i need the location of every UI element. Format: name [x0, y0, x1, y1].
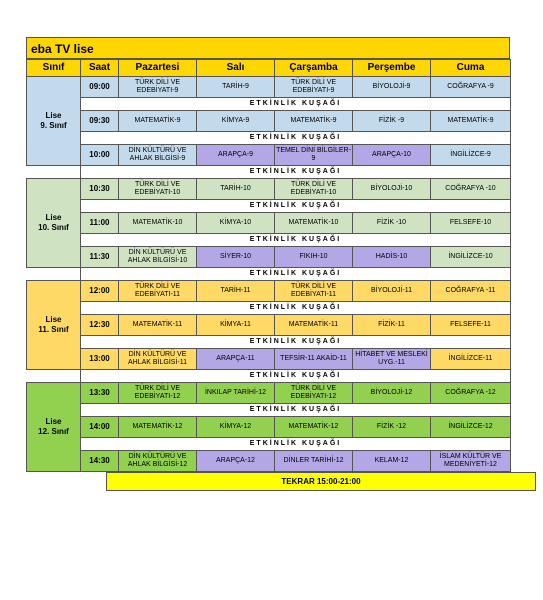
- header-cell-grade: Sınıf: [27, 60, 81, 77]
- activity-band-row: [27, 404, 511, 417]
- grade-label: [27, 77, 81, 166]
- schedule-row: [27, 247, 511, 268]
- lesson-cell-friday: FELSEFE-11: [431, 315, 511, 336]
- grade-label: [27, 383, 81, 472]
- time-cell: 12:00: [81, 281, 119, 302]
- lesson-cell-tuesday: KİMYA-9: [197, 111, 275, 132]
- activity-band: ETKİNLİK KUŞAĞI: [81, 268, 511, 281]
- lesson-cell-monday: DİN KÜLTÜRÜ VE AHLAK BİLGİSİ-10: [119, 247, 197, 268]
- activity-band: ETKİNLİK KUŞAĞI: [81, 234, 511, 247]
- lesson-cell-monday: TÜRK DİLİ VE EDEBİYATI-12: [119, 383, 197, 404]
- lesson-cell-friday: COĞRAFYA -12: [431, 383, 511, 404]
- grade-label-line1: Lise: [45, 111, 62, 120]
- lesson-cell-thursday: FİZİK -10: [353, 213, 431, 234]
- lesson-cell-wednesday: MATEMATİK-11: [275, 315, 353, 336]
- lesson-cell-wednesday: TÜRK DİLİ VE EDEBİYATI-9: [275, 77, 353, 98]
- activity-band-row: [27, 234, 511, 247]
- activity-band-row: [27, 166, 511, 179]
- lesson-cell-monday: DİN KÜLTÜRÜ VE AHLAK BİLGİSİ-11: [119, 349, 197, 370]
- grade-label-line2: 10. Sınıf: [38, 223, 69, 232]
- activity-band: ETKİNLİK KUŞAĞI: [81, 404, 511, 417]
- header-row: [27, 60, 511, 77]
- lesson-cell-monday: TÜRK DİLİ VE EDEBİYATI-11: [119, 281, 197, 302]
- lesson-cell-friday: İNGİLİZCE-12: [431, 417, 511, 438]
- lesson-cell-tuesday: TARİH-11: [197, 281, 275, 302]
- lesson-cell-tuesday: SİYER-10: [197, 247, 275, 268]
- lesson-cell-tuesday: TARİH-9: [197, 77, 275, 98]
- schedule-row: [27, 145, 511, 166]
- lesson-cell-friday: İNGİLİZCE-10: [431, 247, 511, 268]
- lesson-cell-tuesday: KİMYA-10: [197, 213, 275, 234]
- schedule-row: [27, 315, 511, 336]
- lesson-cell-wednesday: TEFSİR-11 AKAİD-11: [275, 349, 353, 370]
- grade-label-line2: 11. Sınıf: [38, 325, 69, 334]
- lesson-cell-friday: İNGİLİZCE-11: [431, 349, 511, 370]
- time-cell: 10:30: [81, 179, 119, 200]
- time-cell: 14:00: [81, 417, 119, 438]
- lesson-cell-monday: MATEMATİK-10: [119, 213, 197, 234]
- grade-label: [27, 179, 81, 268]
- lesson-cell-friday: COĞRAFYA -9: [431, 77, 511, 98]
- schedule-row: [27, 77, 511, 98]
- lesson-cell-monday: DİN KÜLTÜRÜ VE AHLAK BİLGİSİ-12: [119, 451, 197, 472]
- activity-band: ETKİNLİK KUŞAĞI: [81, 166, 511, 179]
- lesson-cell-friday: İSLAM KÜLTÜR VE MEDENİYETİ-12: [431, 451, 511, 472]
- activity-band-row: [27, 370, 511, 383]
- lesson-cell-thursday: BİYOLOJİ-11: [353, 281, 431, 302]
- time-cell: 10:00: [81, 145, 119, 166]
- lesson-cell-wednesday: MATEMATİK-12: [275, 417, 353, 438]
- time-cell: 11:00: [81, 213, 119, 234]
- lesson-cell-tuesday: KİMYA-12: [197, 417, 275, 438]
- lesson-cell-thursday: FİZİK-11: [353, 315, 431, 336]
- lesson-cell-monday: TÜRK DİLİ VE EDEBİYATI-10: [119, 179, 197, 200]
- grade-label-line1: Lise: [45, 213, 62, 222]
- header-cell-wednesday: Çarşamba: [275, 60, 353, 77]
- lesson-cell-friday: İNGİLİZCE-9: [431, 145, 511, 166]
- lesson-cell-tuesday: İNKILAP TARİHİ-12: [197, 383, 275, 404]
- lesson-cell-wednesday: MATEMATİK-10: [275, 213, 353, 234]
- band-spacer: [27, 370, 81, 383]
- lesson-cell-thursday: BİYOLOJİ-12: [353, 383, 431, 404]
- lesson-cell-wednesday: DİNLER TARİHİ-12: [275, 451, 353, 472]
- activity-band: ETKİNLİK KUŞAĞI: [81, 98, 511, 111]
- grade-label-line2: 12. Sınıf: [38, 427, 69, 436]
- lesson-cell-tuesday: ARAPÇA-9: [197, 145, 275, 166]
- grade-label-line1: Lise: [45, 417, 62, 426]
- lesson-cell-thursday: HİTABET VE MESLEKİ UYG.-11: [353, 349, 431, 370]
- schedule-table: [26, 59, 511, 472]
- header-cell-thursday: Perşembe: [353, 60, 431, 77]
- lesson-cell-monday: MATEMATİK-9: [119, 111, 197, 132]
- lesson-cell-wednesday: FIKIH-10: [275, 247, 353, 268]
- lesson-cell-monday: TÜRK DİLİ VE EDEBİYATI-9: [119, 77, 197, 98]
- lesson-cell-thursday: HADİS-10: [353, 247, 431, 268]
- activity-band: ETKİNLİK KUŞAĞI: [81, 336, 511, 349]
- header-cell-monday: Pazartesi: [119, 60, 197, 77]
- activity-band: ETKİNLİK KUŞAĞI: [81, 370, 511, 383]
- time-cell: 12:30: [81, 315, 119, 336]
- lesson-cell-monday: MATEMATİK-11: [119, 315, 197, 336]
- lesson-cell-tuesday: ARAPÇA-12: [197, 451, 275, 472]
- activity-band: ETKİNLİK KUŞAĞI: [81, 438, 511, 451]
- activity-band: ETKİNLİK KUŞAĞI: [81, 200, 511, 213]
- band-spacer: [27, 166, 81, 179]
- lesson-cell-tuesday: ARAPÇA-11: [197, 349, 275, 370]
- lesson-cell-thursday: FİZİK -9: [353, 111, 431, 132]
- lesson-cell-friday: FELSEFE-10: [431, 213, 511, 234]
- activity-band-row: [27, 336, 511, 349]
- lesson-cell-wednesday: TÜRK DİLİ VE EDEBİYATI-11: [275, 281, 353, 302]
- schedule-row: [27, 111, 511, 132]
- header-cell-tuesday: Salı: [197, 60, 275, 77]
- activity-band-row: [27, 98, 511, 111]
- lesson-cell-thursday: FİZİK -12: [353, 417, 431, 438]
- header-cell-friday: Cuma: [431, 60, 511, 77]
- grade-label-line1: Lise: [45, 315, 62, 324]
- lesson-cell-thursday: BİYOLOJİ-10: [353, 179, 431, 200]
- lesson-cell-tuesday: KİMYA-11: [197, 315, 275, 336]
- activity-band-row: [27, 268, 511, 281]
- time-cell: 13:00: [81, 349, 119, 370]
- lesson-cell-monday: DİN KÜLTÜRÜ VE AHLAK BİLGİSİ-9: [119, 145, 197, 166]
- grade-label: [27, 281, 81, 370]
- band-spacer: [27, 268, 81, 281]
- lesson-cell-wednesday: TÜRK DİLİ VE EDEBİYATI-10: [275, 179, 353, 200]
- time-cell: 13:30: [81, 383, 119, 404]
- lesson-cell-friday: COĞRAFYA -11: [431, 281, 511, 302]
- lesson-cell-friday: MATEMATİK-9: [431, 111, 511, 132]
- schedule-row: [27, 179, 511, 200]
- lesson-cell-thursday: BİYOLOJİ-9: [353, 77, 431, 98]
- activity-band-row: [27, 438, 511, 451]
- lesson-cell-thursday: KELAM-12: [353, 451, 431, 472]
- lesson-cell-wednesday: MATEMATİK-9: [275, 111, 353, 132]
- time-cell: 14:30: [81, 451, 119, 472]
- lesson-cell-thursday: ARAPÇA-10: [353, 145, 431, 166]
- schedule-body: [27, 60, 511, 472]
- time-cell: 09:00: [81, 77, 119, 98]
- lesson-cell-wednesday: TEMEL DİNİ BİLGİLER-9: [275, 145, 353, 166]
- time-cell: 11:30: [81, 247, 119, 268]
- schedule-row: [27, 383, 511, 404]
- schedule-row: [27, 349, 511, 370]
- time-cell: 09:30: [81, 111, 119, 132]
- rerun-footer: TEKRAR 15:00-21:00: [106, 472, 536, 491]
- schedule-row: [27, 281, 511, 302]
- schedule-row: [27, 451, 511, 472]
- activity-band: ETKİNLİK KUŞAĞI: [81, 302, 511, 315]
- grade-label-line2: 9. Sınıf: [40, 121, 67, 130]
- lesson-cell-monday: MATEMATİK-12: [119, 417, 197, 438]
- activity-band-row: [27, 132, 511, 145]
- activity-band: ETKİNLİK KUŞAĞI: [81, 132, 511, 145]
- schedule-row: [27, 417, 511, 438]
- lesson-cell-tuesday: TARİH-10: [197, 179, 275, 200]
- footer-wrap: [26, 472, 510, 491]
- activity-band-row: [27, 200, 511, 213]
- activity-band-row: [27, 302, 511, 315]
- header-cell-time: Saat: [81, 60, 119, 77]
- page-title: eba TV lise: [26, 37, 510, 59]
- lesson-cell-wednesday: TÜRK DİLİ VE EDEBİYATI-12: [275, 383, 353, 404]
- lesson-cell-friday: COĞRAFYA -10: [431, 179, 511, 200]
- schedule-row: [27, 213, 511, 234]
- schedule-frame: [26, 37, 510, 491]
